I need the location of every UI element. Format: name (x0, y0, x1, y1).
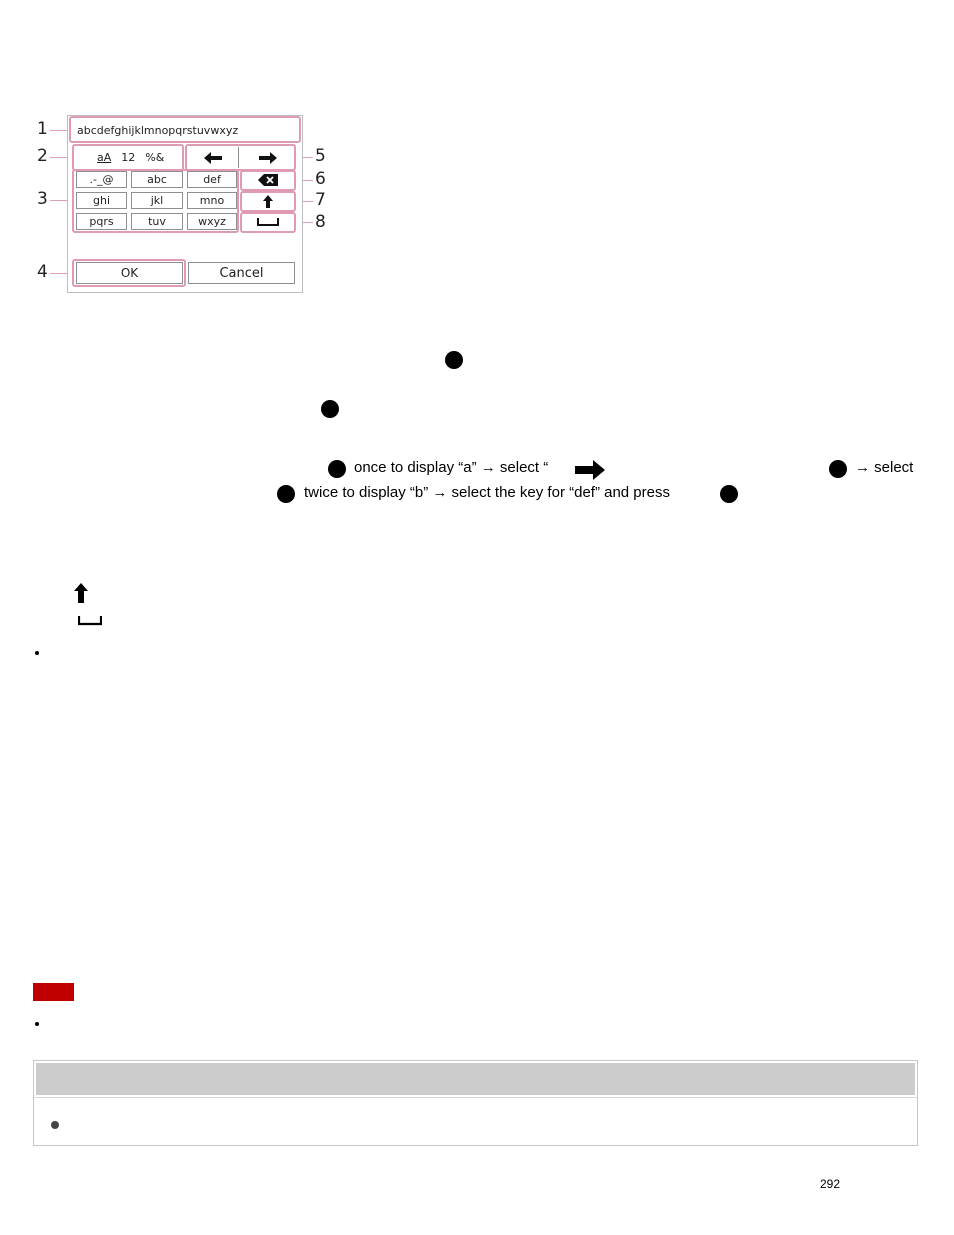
space-bar-icon (257, 218, 279, 226)
divider (34, 1097, 917, 1098)
callout-1: 1 (37, 119, 48, 139)
callout-3: 3 (37, 189, 48, 209)
instruction-text: once to display “a” → select “ (354, 459, 549, 476)
control-wheel-center-icon (829, 460, 847, 478)
shift-up-icon (263, 195, 273, 208)
control-wheel-center-icon (277, 485, 295, 503)
callout-4: 4 (37, 262, 48, 282)
page-number: 292 (820, 1177, 841, 1191)
space-bar-icon (78, 613, 102, 631)
control-wheel-center-icon (328, 460, 346, 478)
arrow-right-icon (575, 460, 605, 485)
text-input-value[interactable]: abcdefghijklmnopqrstuvwxyz (77, 124, 239, 137)
delete-key[interactable] (243, 172, 293, 188)
related-topic-box (33, 1060, 918, 1146)
bullet-point (51, 1121, 59, 1129)
related-topic-header (36, 1063, 915, 1095)
key-tuv[interactable]: tuv (131, 213, 183, 230)
note-badge (33, 983, 74, 1001)
keyboard-figure (0, 0, 954, 330)
key-symbols[interactable]: .-_@ (76, 171, 127, 188)
cursor-right-key[interactable] (242, 147, 293, 168)
character-type-switch[interactable] (97, 151, 164, 164)
mode-letters[interactable]: aA (97, 151, 112, 164)
instruction-text: → select (855, 459, 914, 476)
key-jkl[interactable]: jkl (131, 192, 183, 209)
key-mno[interactable]: mno (187, 192, 237, 209)
space-key[interactable] (243, 214, 293, 230)
arrow-right-icon (259, 152, 277, 164)
arrow-left-icon (204, 152, 222, 164)
callout-2: 2 (37, 146, 48, 166)
ok-button[interactable]: OK (76, 262, 183, 284)
callout-7: 7 (315, 190, 326, 210)
mode-numbers[interactable]: 12 (121, 151, 136, 164)
callout-6: 6 (315, 169, 326, 189)
bullet-point (35, 1022, 39, 1026)
backspace-icon (258, 174, 278, 186)
key-wxyz[interactable]: wxyz (187, 213, 237, 230)
shift-up-icon (74, 583, 88, 608)
callout-8: 8 (315, 212, 326, 232)
cursor-left-key[interactable] (188, 147, 239, 168)
shift-key[interactable] (243, 193, 293, 209)
key-pqrs[interactable]: pqrs (76, 213, 127, 230)
cancel-button[interactable]: Cancel (188, 262, 295, 284)
key-abc[interactable]: abc (131, 171, 183, 188)
control-wheel-center-icon (321, 400, 339, 418)
instruction-text: twice to display “b” → select the key for “def” and press (304, 484, 670, 501)
key-ghi[interactable]: ghi (76, 192, 127, 209)
callout-5: 5 (315, 146, 326, 166)
mode-symbols[interactable]: %& (145, 151, 165, 164)
control-wheel-center-icon (445, 351, 463, 369)
bullet-point (35, 651, 39, 655)
control-wheel-center-icon (720, 485, 738, 503)
key-def[interactable]: def (187, 171, 237, 188)
